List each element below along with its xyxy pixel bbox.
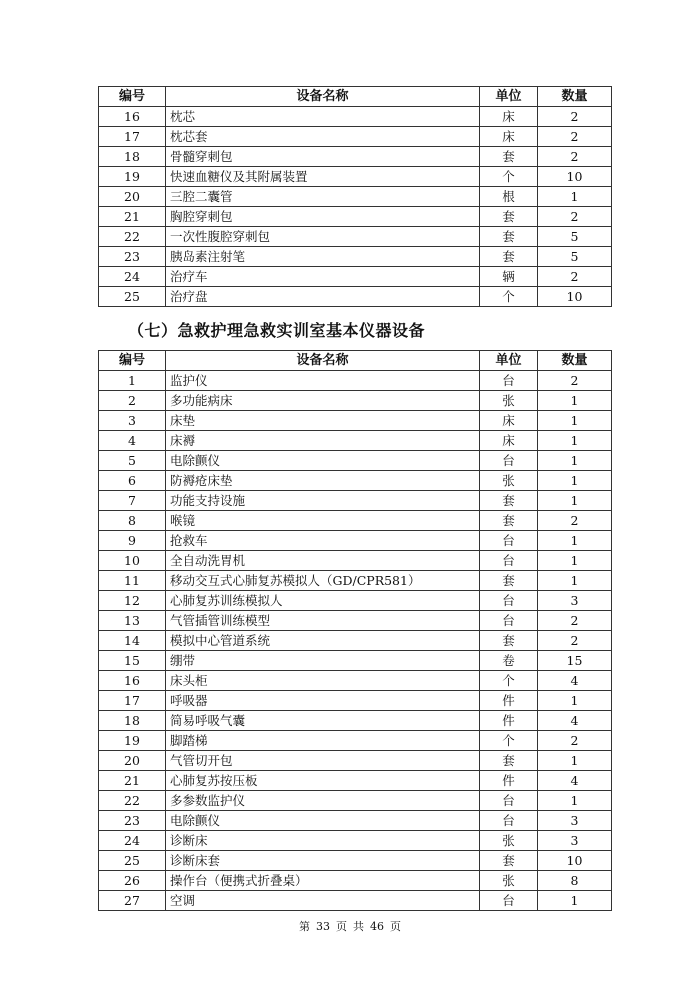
footer-suffix: 页 [390, 920, 401, 933]
table-row [99, 831, 612, 851]
cell-qty: 5 [538, 227, 612, 247]
cell-qty: 4 [538, 671, 612, 691]
cell-num: 5 [99, 451, 166, 471]
table-row [99, 851, 612, 871]
header-num: 编号 [99, 87, 166, 107]
cell-name: 模拟中心管道系统 [166, 631, 480, 651]
cell-name: 监护仪 [166, 371, 480, 391]
table-row [99, 431, 612, 451]
cell-name: 床褥 [166, 431, 480, 451]
cell-unit: 件 [480, 711, 538, 731]
cell-num: 26 [99, 871, 166, 891]
table-row [99, 891, 612, 911]
cell-num: 24 [99, 831, 166, 851]
table-row [99, 591, 612, 611]
table-row [99, 651, 612, 671]
cell-qty: 1 [538, 751, 612, 771]
cell-num: 21 [99, 207, 166, 227]
section-title: （七）急救护理急救实训室基本仪器设备 [128, 321, 426, 340]
cell-unit: 床 [480, 411, 538, 431]
table-row [99, 711, 612, 731]
cell-qty: 15 [538, 651, 612, 671]
footer-total-pages: 46 [370, 920, 384, 933]
cell-unit: 套 [480, 247, 538, 267]
cell-unit: 台 [480, 551, 538, 571]
cell-unit: 件 [480, 691, 538, 711]
table-row [99, 127, 612, 147]
cell-qty: 5 [538, 247, 612, 267]
cell-unit: 台 [480, 371, 538, 391]
table-row [99, 491, 612, 511]
table-row [99, 631, 612, 651]
cell-name: 功能支持设施 [166, 491, 480, 511]
cell-num: 10 [99, 551, 166, 571]
cell-qty: 2 [538, 207, 612, 227]
cell-name: 脚踏梯 [166, 731, 480, 751]
cell-unit: 套 [480, 491, 538, 511]
table-row [99, 511, 612, 531]
table-header-row [99, 87, 612, 107]
cell-name: 气管插管训练模型 [166, 611, 480, 631]
cell-name: 胸腔穿刺包 [166, 207, 480, 227]
cell-qty: 2 [538, 611, 612, 631]
cell-qty: 1 [538, 491, 612, 511]
cell-qty: 3 [538, 591, 612, 611]
cell-name: 多功能病床 [166, 391, 480, 411]
table-row [99, 167, 612, 187]
cell-num: 2 [99, 391, 166, 411]
cell-unit: 台 [480, 791, 538, 811]
cell-qty: 1 [538, 451, 612, 471]
cell-num: 23 [99, 247, 166, 267]
cell-unit: 床 [480, 431, 538, 451]
cell-num: 22 [99, 227, 166, 247]
cell-name: 多参数监护仪 [166, 791, 480, 811]
table-row [99, 451, 612, 471]
cell-name: 呼吸器 [166, 691, 480, 711]
cell-unit: 张 [480, 871, 538, 891]
cell-unit: 件 [480, 771, 538, 791]
table-row [99, 751, 612, 771]
table-row [99, 691, 612, 711]
header-name: 设备名称 [166, 351, 480, 371]
table-row [99, 671, 612, 691]
cell-name: 胰岛素注射笔 [166, 247, 480, 267]
cell-name: 一次性腹腔穿刺包 [166, 227, 480, 247]
cell-unit: 台 [480, 611, 538, 631]
cell-num: 14 [99, 631, 166, 651]
equipment-table-2 [98, 350, 612, 911]
cell-num: 6 [99, 471, 166, 491]
cell-qty: 2 [538, 127, 612, 147]
cell-num: 16 [99, 671, 166, 691]
footer-total-word: 共 [353, 920, 364, 933]
cell-num: 11 [99, 571, 166, 591]
cell-unit: 套 [480, 751, 538, 771]
cell-name: 枕芯套 [166, 127, 480, 147]
table-row [99, 551, 612, 571]
cell-qty: 1 [538, 391, 612, 411]
cell-unit: 台 [480, 891, 538, 911]
cell-unit: 套 [480, 631, 538, 651]
cell-qty: 3 [538, 811, 612, 831]
cell-num: 21 [99, 771, 166, 791]
cell-unit: 套 [480, 511, 538, 531]
cell-unit: 套 [480, 851, 538, 871]
table-row [99, 471, 612, 491]
table-row [99, 207, 612, 227]
cell-num: 9 [99, 531, 166, 551]
cell-unit: 个 [480, 671, 538, 691]
cell-qty: 1 [538, 471, 612, 491]
cell-num: 19 [99, 731, 166, 751]
cell-qty: 8 [538, 871, 612, 891]
cell-unit: 台 [480, 451, 538, 471]
cell-num: 8 [99, 511, 166, 531]
cell-qty: 2 [538, 631, 612, 651]
page-footer [0, 918, 700, 934]
cell-name: 全自动洗胃机 [166, 551, 480, 571]
cell-name: 枕芯 [166, 107, 480, 127]
header-qty: 数量 [538, 351, 612, 371]
cell-unit: 个 [480, 287, 538, 307]
cell-name: 移动交互式心肺复苏模拟人（GD/CPR581） [166, 571, 480, 591]
cell-name: 治疗车 [166, 267, 480, 287]
cell-num: 20 [99, 187, 166, 207]
cell-unit: 个 [480, 167, 538, 187]
cell-num: 3 [99, 411, 166, 431]
cell-num: 24 [99, 267, 166, 287]
table-row [99, 227, 612, 247]
table-row [99, 571, 612, 591]
cell-unit: 床 [480, 107, 538, 127]
cell-qty: 4 [538, 711, 612, 731]
cell-qty: 2 [538, 107, 612, 127]
cell-name: 床垫 [166, 411, 480, 431]
cell-qty: 2 [538, 147, 612, 167]
cell-qty: 4 [538, 771, 612, 791]
cell-name: 防褥疮床垫 [166, 471, 480, 491]
cell-qty: 1 [538, 411, 612, 431]
table-row [99, 411, 612, 431]
table-row [99, 187, 612, 207]
cell-unit: 张 [480, 831, 538, 851]
cell-qty: 2 [538, 511, 612, 531]
cell-name: 三腔二囊管 [166, 187, 480, 207]
table-row [99, 531, 612, 551]
cell-name: 电除颤仪 [166, 451, 480, 471]
table-row [99, 791, 612, 811]
table-row [99, 287, 612, 307]
cell-unit: 套 [480, 571, 538, 591]
table-row [99, 811, 612, 831]
cell-qty: 1 [538, 891, 612, 911]
cell-name: 骨髓穿刺包 [166, 147, 480, 167]
cell-name: 治疗盘 [166, 287, 480, 307]
table-row [99, 611, 612, 631]
cell-qty: 1 [538, 691, 612, 711]
cell-num: 17 [99, 691, 166, 711]
cell-unit: 套 [480, 207, 538, 227]
table-header-row [99, 351, 612, 371]
cell-unit: 套 [480, 147, 538, 167]
cell-unit: 套 [480, 227, 538, 247]
table-row [99, 731, 612, 751]
cell-qty: 3 [538, 831, 612, 851]
cell-num: 17 [99, 127, 166, 147]
table-row [99, 771, 612, 791]
cell-qty: 1 [538, 571, 612, 591]
cell-num: 25 [99, 287, 166, 307]
cell-name: 操作台（便携式折叠桌） [166, 871, 480, 891]
cell-num: 13 [99, 611, 166, 631]
cell-qty: 1 [538, 187, 612, 207]
cell-qty: 10 [538, 851, 612, 871]
cell-qty: 2 [538, 371, 612, 391]
cell-qty: 2 [538, 731, 612, 751]
cell-name: 诊断床 [166, 831, 480, 851]
cell-qty: 2 [538, 267, 612, 287]
cell-unit: 卷 [480, 651, 538, 671]
cell-unit: 台 [480, 591, 538, 611]
cell-unit: 张 [480, 391, 538, 411]
cell-num: 15 [99, 651, 166, 671]
header-name: 设备名称 [166, 87, 480, 107]
header-qty: 数量 [538, 87, 612, 107]
header-unit: 单位 [480, 351, 538, 371]
cell-num: 18 [99, 711, 166, 731]
cell-name: 气管切开包 [166, 751, 480, 771]
cell-num: 16 [99, 107, 166, 127]
cell-num: 27 [99, 891, 166, 911]
cell-unit: 台 [480, 531, 538, 551]
cell-name: 快速血糖仪及其附属装置 [166, 167, 480, 187]
cell-num: 23 [99, 811, 166, 831]
cell-qty: 10 [538, 287, 612, 307]
cell-unit: 床 [480, 127, 538, 147]
footer-prefix: 第 [299, 920, 310, 933]
cell-name: 抢救车 [166, 531, 480, 551]
cell-name: 诊断床套 [166, 851, 480, 871]
cell-qty: 1 [538, 531, 612, 551]
cell-qty: 1 [538, 431, 612, 451]
cell-qty: 1 [538, 551, 612, 571]
cell-unit: 辆 [480, 267, 538, 287]
equipment-table-1 [98, 86, 612, 307]
cell-num: 25 [99, 851, 166, 871]
table-row [99, 371, 612, 391]
table-row [99, 107, 612, 127]
table-body [99, 107, 612, 307]
cell-name: 心肺复苏训练模拟人 [166, 591, 480, 611]
cell-qty: 1 [538, 791, 612, 811]
cell-name: 喉镜 [166, 511, 480, 531]
cell-qty: 10 [538, 167, 612, 187]
cell-name: 电除颤仪 [166, 811, 480, 831]
cell-unit: 根 [480, 187, 538, 207]
table-row [99, 147, 612, 167]
footer-current-page: 33 [316, 920, 330, 933]
cell-name: 心肺复苏按压板 [166, 771, 480, 791]
cell-num: 20 [99, 751, 166, 771]
table-row [99, 267, 612, 287]
cell-num: 19 [99, 167, 166, 187]
cell-num: 18 [99, 147, 166, 167]
cell-name: 床头柜 [166, 671, 480, 691]
cell-num: 12 [99, 591, 166, 611]
footer-page-word: 页 [336, 920, 347, 933]
cell-num: 7 [99, 491, 166, 511]
cell-name: 简易呼吸气囊 [166, 711, 480, 731]
cell-num: 22 [99, 791, 166, 811]
table-row [99, 391, 612, 411]
cell-unit: 张 [480, 471, 538, 491]
cell-num: 1 [99, 371, 166, 391]
header-unit: 单位 [480, 87, 538, 107]
table-row [99, 871, 612, 891]
cell-num: 4 [99, 431, 166, 451]
cell-name: 空调 [166, 891, 480, 911]
cell-unit: 个 [480, 731, 538, 751]
table-body [99, 371, 612, 911]
table-row [99, 247, 612, 267]
header-num: 编号 [99, 351, 166, 371]
cell-name: 绷带 [166, 651, 480, 671]
cell-unit: 台 [480, 811, 538, 831]
